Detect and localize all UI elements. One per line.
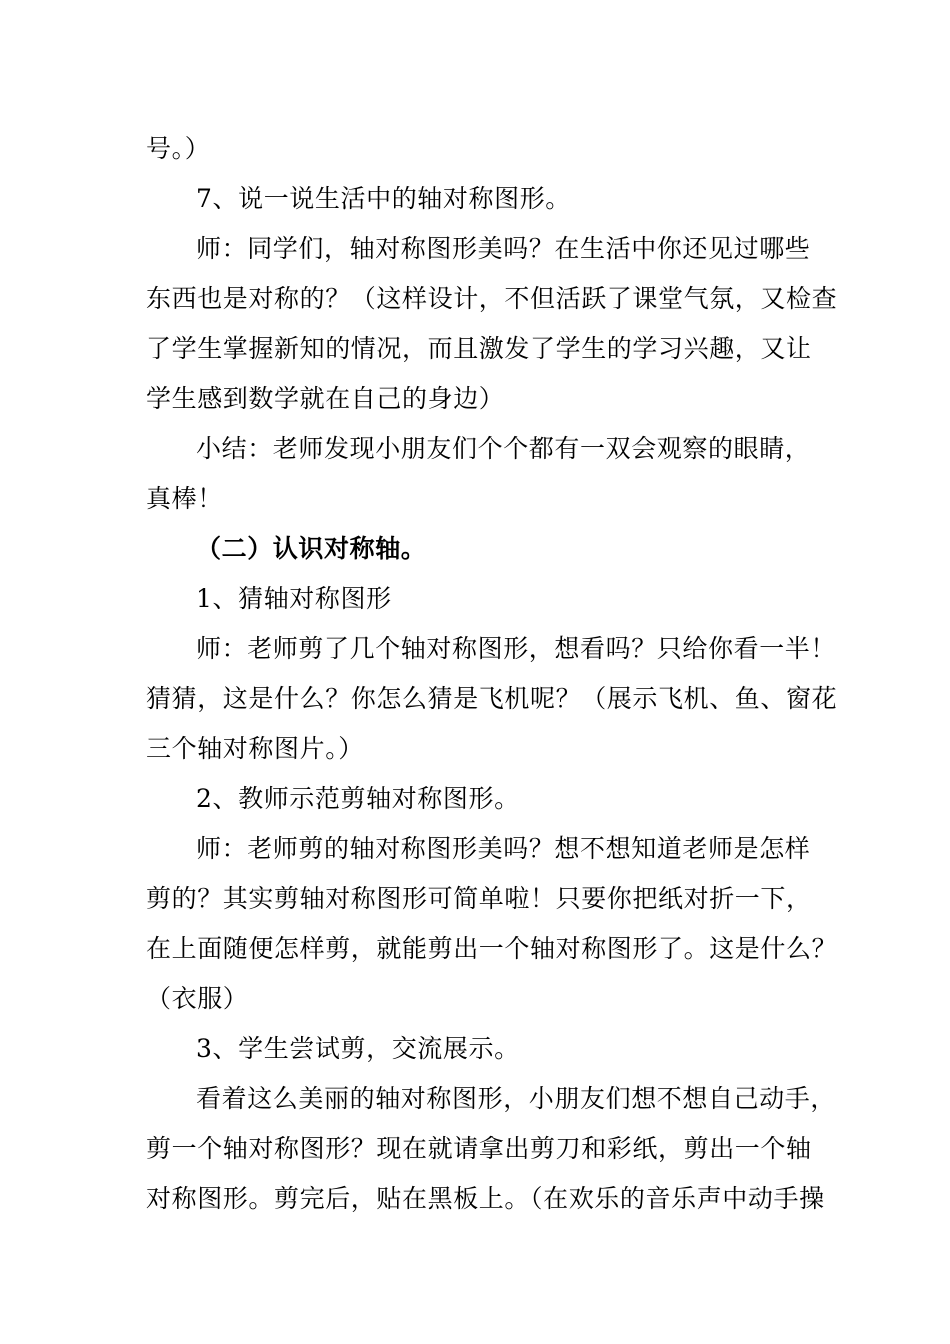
text-line: 小结：老师发现小朋友们个个都有一双会观察的眼睛， bbox=[196, 434, 811, 463]
text-line: 真棒！ bbox=[146, 484, 223, 513]
text-line: 剪一个轴对称图形？现在就请拿出剪刀和彩纸，剪出一个轴 bbox=[146, 1134, 812, 1163]
text-line: 师：老师剪了几个轴对称图形，想看吗？只给你看一半！ bbox=[196, 634, 837, 663]
text-line: 师：老师剪的轴对称图形美吗？想不想知道老师是怎样 bbox=[196, 834, 811, 863]
text-line: 了学生掌握新知的情况，而且激发了学生的学习兴趣，又让 bbox=[146, 334, 812, 363]
text-line: 号。） bbox=[146, 134, 211, 163]
text-line: 2、教师示范剪轴对称图形。 bbox=[196, 784, 520, 813]
text-line: （衣服） bbox=[146, 984, 249, 1013]
text-line: 在上面随便怎样剪，就能剪出一个轴对称图形了。这是什么？ bbox=[146, 934, 838, 963]
text-line: 看着这么美丽的轴对称图形，小朋友们想不想自己动手， bbox=[196, 1084, 837, 1113]
text-line: 7、说一说生活中的轴对称图形。 bbox=[196, 184, 571, 213]
text-line: 三个轴对称图片。） bbox=[146, 734, 364, 763]
text-line: 学生感到数学就在自己的身边） bbox=[146, 384, 505, 413]
text-line: 猜猜，这是什么？你怎么猜是飞机呢？（展示飞机、鱼、窗花 bbox=[146, 684, 838, 713]
text-line: 1、猜轴对称图形 bbox=[196, 584, 392, 613]
text-line: 东西也是对称的？（这样设计，不但活跃了课堂气氛，又检查 bbox=[146, 284, 838, 313]
section-heading: （二）认识对称轴。 bbox=[196, 534, 427, 563]
text-line: 剪的？其实剪轴对称图形可简单啦！只要你把纸对折一下， bbox=[146, 884, 812, 913]
text-line: 3、学生尝试剪，交流展示。 bbox=[196, 1034, 520, 1063]
text-line: 师：同学们，轴对称图形美吗？在生活中你还见过哪些 bbox=[196, 234, 811, 263]
text-line: 对称图形。剪完后，贴在黑板上。（在欢乐的音乐声中动手操 bbox=[146, 1184, 825, 1213]
